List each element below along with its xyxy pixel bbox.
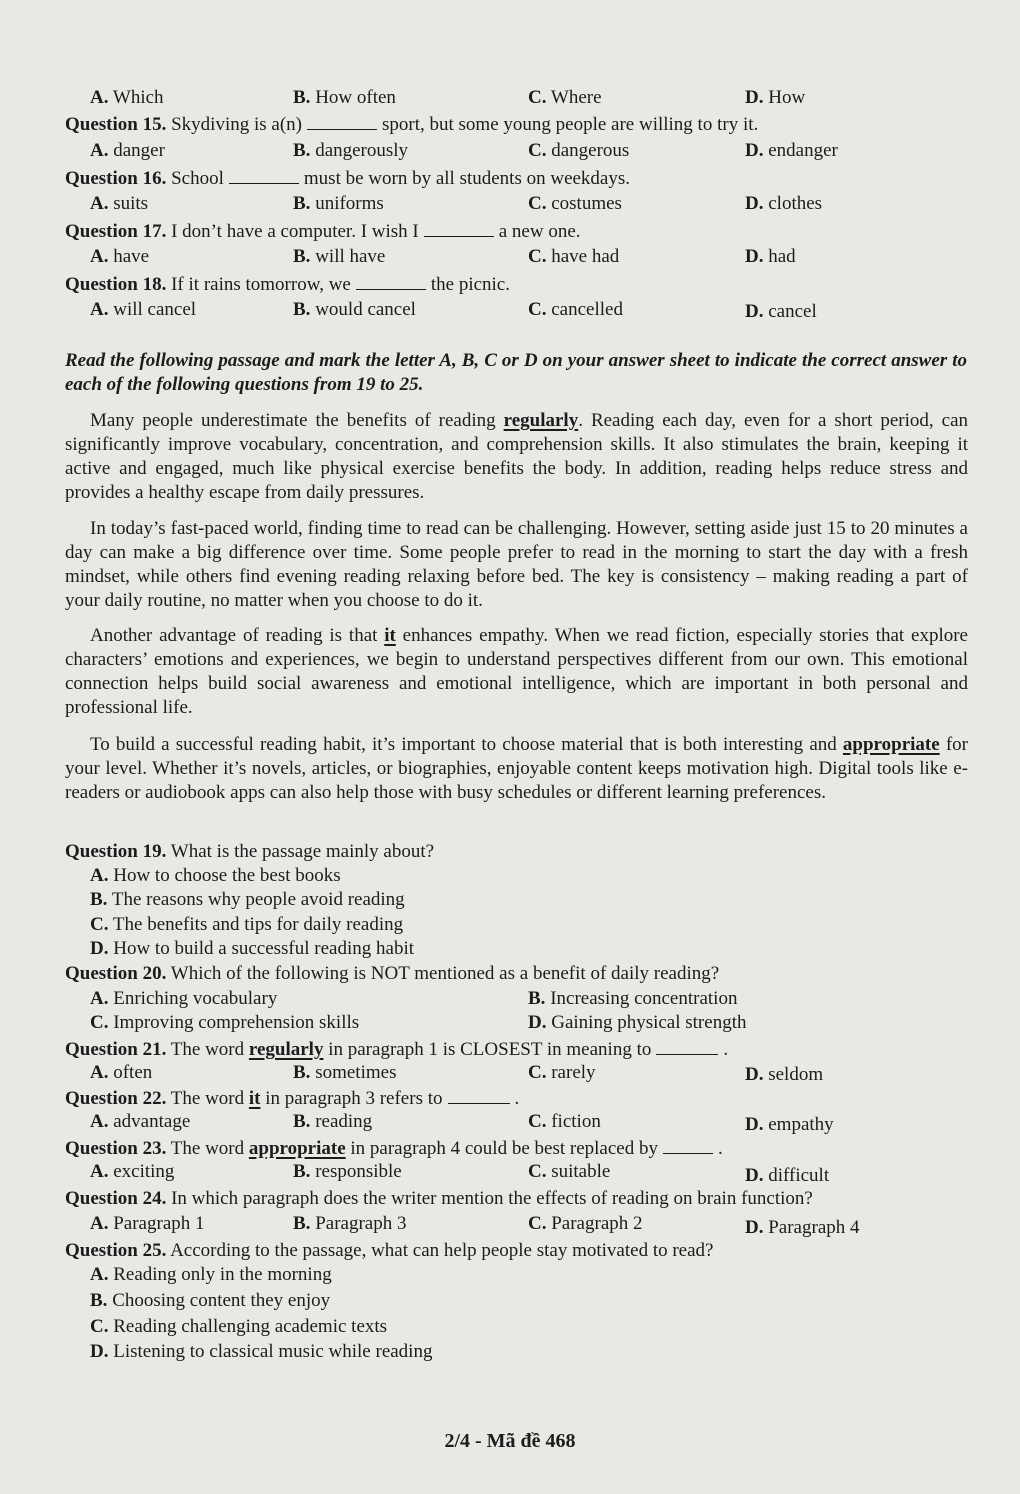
q22-option-b: B. reading <box>293 1111 373 1132</box>
q22-option-a: A. advantage <box>90 1111 191 1132</box>
q14-option-a: A. Which <box>90 87 164 108</box>
passage-paragraph-2: In today’s fast-paced world, finding time to read can be challenging. However, setting aside just 15 to 20 minutes a day can make a big difference over time. Some people prefer to read in the morning to start the day with a fresh mindset, while others find evening reading relaxing before bed. The key is consistency – making reading a part of your daily routine, no matter when you choose to do it. <box>65 518 968 611</box>
question-20: Question 20. Which of the following is NOT mentioned as a benefit of daily reading? <box>65 963 720 984</box>
q14-option-b: B. How often <box>293 87 396 108</box>
underlined-word-regularly: regularly <box>503 410 579 431</box>
question-23: Question 23. The word appropriate in paragraph 4 could be best replaced by . <box>65 1138 723 1159</box>
q19-option-c: C. The benefits and tips for daily reading <box>90 914 404 935</box>
q25-option-a: A. Reading only in the morning <box>90 1264 332 1285</box>
q21-option-a: A. often <box>90 1062 153 1083</box>
q20-option-a: A. Enriching vocabulary <box>90 988 278 1009</box>
q18-option-c: C. cancelled <box>528 299 623 320</box>
question-21: Question 21. The word regularly in paragraph 1 is CLOSEST in meaning to . <box>65 1039 729 1060</box>
q17-option-a: A. have <box>90 246 150 267</box>
q18-option-b: B. would cancel <box>293 299 416 320</box>
q17-option-b: B. will have <box>293 246 386 267</box>
q18-option-d: D. cancel <box>745 301 817 322</box>
q17-option-d: D. had <box>745 246 796 267</box>
q15-option-c: C. dangerous <box>528 140 630 161</box>
underlined-word-it: it <box>384 625 396 646</box>
underlined-word-appropriate: appropriate <box>842 734 940 755</box>
q24-option-b: B. Paragraph 3 <box>293 1213 407 1234</box>
passage-paragraph-1: Many people underestimate the benefits of reading regularly. Reading each day, even for a short period, can significantly improve vocabulary, concentration, and comprehension skills. It also stimulates the brain, keeping it active and engaged, much like physical exercise benefits the body. In addition, reading helps reduce stress and provides a healthy escape from daily pressures. <box>65 410 968 503</box>
q24-option-d: D. Paragraph 4 <box>745 1217 860 1238</box>
question-15: Question 15. Skydiving is a(n) sport, but some young people are willing to try it. <box>65 114 759 135</box>
question-25: Question 25. According to the passage, what can help people stay motivated to read? <box>65 1240 714 1261</box>
q16-option-a: A. suits <box>90 193 149 214</box>
q23-option-a: A. exciting <box>90 1161 175 1182</box>
q19-option-d: D. How to build a successful reading habit <box>90 938 414 959</box>
q20-option-d: D. Gaining physical strength <box>528 1012 747 1033</box>
q20-option-c: C. Improving comprehension skills <box>90 1012 360 1033</box>
reading-instruction: Read the following passage and mark the letter A, B, C or D on your answer sheet to indicate the correct answer to each of the following questions from 19 to 25. <box>65 350 967 395</box>
passage-paragraph-4: To build a successful reading habit, it’s important to choose material that is both interesting and appropriate for your level. Whether it’s novels, articles, or biographies, enjoyable content keeps motivation high. Digital tools like e-readers or audiobook apps can also help those with busy schedules or different learning preferences. <box>65 734 968 803</box>
q23-option-d: D. difficult <box>745 1165 830 1186</box>
q17-option-c: C. have had <box>528 246 620 267</box>
q24-option-c: C. Paragraph 2 <box>528 1213 643 1234</box>
q14-option-c: C. Where <box>528 87 602 108</box>
q16-option-d: D. clothes <box>745 193 823 214</box>
question-24: Question 24. In which paragraph does the writer mention the effects of reading on brain function? <box>65 1188 813 1209</box>
question-16: Question 16. School must be worn by all students on weekdays. <box>65 168 631 189</box>
q16-option-b: B. uniforms <box>293 193 384 214</box>
q23-option-c: C. suitable <box>528 1161 611 1182</box>
q19-option-a: A. How to choose the best books <box>90 865 341 886</box>
question-18: Question 18. If it rains tomorrow, we the picnic. <box>65 274 510 295</box>
question-17: Question 17. I don’t have a computer. I wish I a new one. <box>65 221 581 242</box>
q15-option-b: B. dangerously <box>293 140 409 161</box>
q18-option-a: A. will cancel <box>90 299 197 320</box>
q25-option-d: D. Listening to classical music while reading <box>90 1341 433 1362</box>
page-footer: 2/4 - Mã đề 468 <box>444 1430 576 1452</box>
q25-option-c: C. Reading challenging academic texts <box>90 1316 388 1337</box>
q21-option-c: C. rarely <box>528 1062 596 1083</box>
q22-option-c: C. fiction <box>528 1111 601 1132</box>
q24-option-a: A. Paragraph 1 <box>90 1213 205 1234</box>
q14-option-d: D. How <box>745 87 806 108</box>
q25-option-b: B. Choosing content they enjoy <box>90 1290 331 1311</box>
q22-option-d: D. empathy <box>745 1114 834 1135</box>
question-22: Question 22. The word it in paragraph 3 refers to . <box>65 1088 520 1109</box>
passage-paragraph-3: Another advantage of reading is that it enhances empathy. When we read fiction, especially stories that explore characters’ emotions and experiences, we begin to understand perspectives different from our own. This emotional connection helps build social awareness and emotional intelligence, which are important in both personal and professional life. <box>65 625 968 718</box>
q19-option-b: B. The reasons why people avoid reading <box>90 889 405 910</box>
q16-option-c: C. costumes <box>528 193 622 214</box>
q23-option-b: B. responsible <box>293 1161 402 1182</box>
q20-option-b: B. Increasing concentration <box>528 988 738 1009</box>
q15-option-a: A. danger <box>90 140 165 161</box>
q15-option-d: D. endanger <box>745 140 838 161</box>
q21-option-b: B. sometimes <box>293 1062 397 1083</box>
question-19: Question 19. What is the passage mainly about? <box>65 841 435 862</box>
q21-option-d: D. seldom <box>745 1064 824 1085</box>
